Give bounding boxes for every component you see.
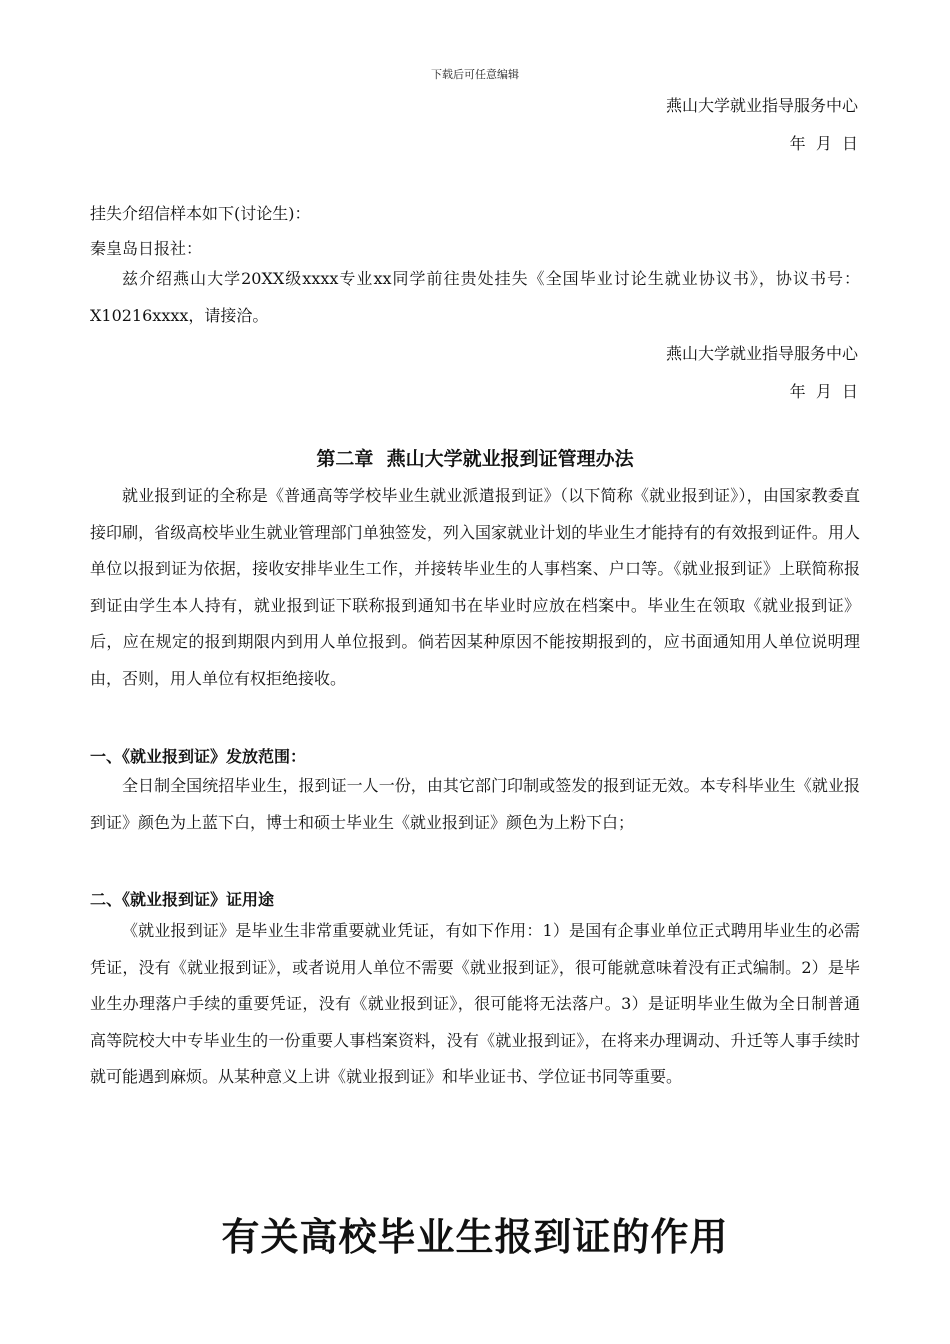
chapter-intro: 就业报到证的全称是《普通高等学校毕业生就业派遣报到证》（以下简称《就业报到证》），由国家教委直接印刷，省级高校毕业生就业管理部门单独签发，列入国家就业计划的毕业生才能持有的有效报到证件。用人单位以报到证为依据，接收安排毕业生工作，并接转毕业生的人事档案、户口等。《就业报到证》上联简称报到证由学生本人持有，就业报到证下联称报到通知书在毕业时应放在档案中。毕业生在领取《就业报到证》后，应在规定的报到期限内到用人单位报到。倘若因某种原因不能按期报到的，应书面通知用人单位说明理由，否则，用人单位有权拒绝接收。: [90, 486, 860, 688]
section-2-heading: 二、《就业报到证》证用途: [90, 890, 275, 909]
letter-addressee: 秦皇岛日报社：: [90, 239, 203, 258]
section-2-body: 《就业报到证》是毕业生非常重要就业凭证，有如下作用：1）是国有企事业单位正式聘用毕业生的必需凭证，没有《就业报到证》，或者说用人单位不需要《就业报到证》，很可能就意味着没有正式编制。2）是毕业生办理落户手续的重要凭证，没有《就业报到证》，很可能将无法落户。3）是证明毕业生做为全日制普通高等院校大中专毕业生的一份重要人事档案资料，没有《就业报到证》，在将来办理调动、升迁等人事手续时就可能遇到麻烦。从某种意义上讲《就业报到证》和毕业证书、学位证书同等重要。: [90, 921, 860, 1086]
signoff-date-2: 年 月 日: [789, 382, 858, 401]
section-1-heading: 一、《就业报到证》发放范围：: [90, 747, 307, 766]
signoff-org-2: 燕山大学就业指导服务中心: [665, 344, 858, 363]
next-document-title: 有关高校毕业生报到证的作用: [221, 1215, 729, 1259]
chapter-title: 第二章 燕山大学就业报到证管理办法: [316, 448, 634, 470]
signoff-org-1: 燕山大学就业指导服务中心: [665, 96, 858, 115]
letter-intro: 挂失介绍信样本如下(讨论生)：: [90, 204, 311, 223]
section-1-body: 全日制全国统招毕业生，报到证一人一份，由其它部门印制或签发的报到证无效。本专科毕业生《就业报到证》颜色为上蓝下白，博士和硕士毕业生《就业报到证》颜色为上粉下白；: [90, 776, 860, 832]
letter-body: 兹介绍燕山大学20XX级xxxx专业xx同学前往贵处挂失《全国毕业讨论生就业协议书》，协议书号：X10216xxxx，请接洽。: [90, 269, 860, 325]
header-note: 下载后可任意编辑: [431, 68, 519, 81]
signoff-date-1: 年 月 日: [789, 134, 858, 153]
